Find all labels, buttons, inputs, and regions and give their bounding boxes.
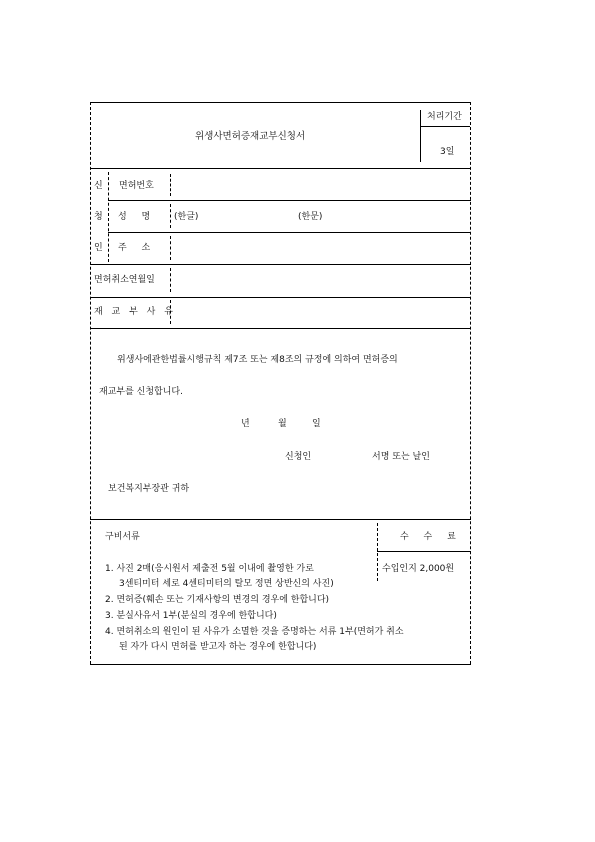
name-korean-field[interactable]: (한글): [174, 212, 199, 222]
document-item-1: 1. 사진 2매(응시원서 제출전 5월 이내에 촬영한 가로: [105, 564, 314, 574]
applicant-side-label-2: 청: [94, 212, 103, 222]
revocation-date-divider: [170, 268, 171, 292]
fee-value: 수입인지 2,000원: [382, 564, 455, 574]
processing-period-label: 처리기간: [427, 112, 462, 122]
statement-line-1: 위생사에관한법률시행규칙 제7조 또는 제8조의 규정에 의하여 면허증의: [117, 355, 398, 365]
fee-header: 수 수 료: [400, 532, 462, 542]
signature-or-seal-label: 서명 또는 날인: [372, 452, 430, 462]
name-hanja-field[interactable]: (한문): [298, 212, 323, 222]
processing-header-line: [420, 126, 470, 127]
name-divider: [170, 204, 171, 228]
applicant-side-divider: [108, 172, 109, 262]
reissue-reason-label: 재 교 부 사 유: [94, 307, 176, 317]
form-title: 위생사면허증재교부신청서: [195, 131, 306, 142]
title-bottom-line: [90, 168, 471, 169]
address-bottom-line: [90, 264, 471, 265]
form-top-border: [90, 102, 471, 103]
statement-line-2: 재교부를 신청합니다.: [99, 387, 183, 397]
license-number-divider: [170, 174, 171, 196]
application-form: [90, 102, 471, 664]
reissue-reason-divider: [170, 300, 171, 324]
document-item-1-cont: 3센티미터 세로 4센티미터의 탈모 정면 상반신의 사진): [119, 579, 334, 589]
fee-divider: [377, 523, 378, 581]
addressee: 보건복지부장관 귀하: [108, 484, 190, 494]
applicant-side-label-3: 인: [94, 243, 103, 253]
date-year-label: 년: [241, 419, 250, 429]
documents-header: 구비서류: [105, 532, 140, 542]
fee-header-line: [377, 551, 471, 552]
date-day-label: 일: [312, 419, 321, 429]
applicant-side-label-1: 신: [94, 181, 103, 191]
document-item-4-cont: 된 자가 다시 면허를 받고자 하는 경우에 한합니다): [119, 642, 317, 652]
license-number-bottom-line: [108, 200, 471, 201]
processing-period-value: 3일: [440, 147, 455, 157]
address-divider: [170, 236, 171, 260]
processing-divider: [420, 110, 421, 162]
form-left-border: [90, 102, 91, 664]
reissue-reason-bottom-line: [90, 328, 471, 329]
document-item-2: 2. 면허증(훼손 또는 기재사항의 변경의 경우에 한합니다): [105, 595, 330, 605]
statement-bottom-line: [90, 519, 471, 520]
license-number-label: 면허번호: [119, 181, 154, 191]
name-bottom-line: [108, 232, 471, 233]
document-item-4: 4. 면허취소의 원인이 된 사유가 소멸한 것을 증명하는 서류 1부(면허가 취소: [105, 627, 404, 637]
form-bottom-border: [90, 664, 471, 665]
date-month-label: 월: [278, 419, 287, 429]
form-right-border: [470, 102, 471, 664]
applicant-signature-label: 신청인: [285, 452, 312, 462]
revocation-date-bottom-line: [90, 297, 471, 298]
name-label: 성 명: [118, 212, 157, 222]
address-label: 주 소: [118, 243, 157, 253]
revocation-date-label: 면허취소연월일: [94, 275, 155, 285]
document-item-3: 3. 분실사유서 1부(분실의 경우에 한합니다): [105, 611, 277, 621]
